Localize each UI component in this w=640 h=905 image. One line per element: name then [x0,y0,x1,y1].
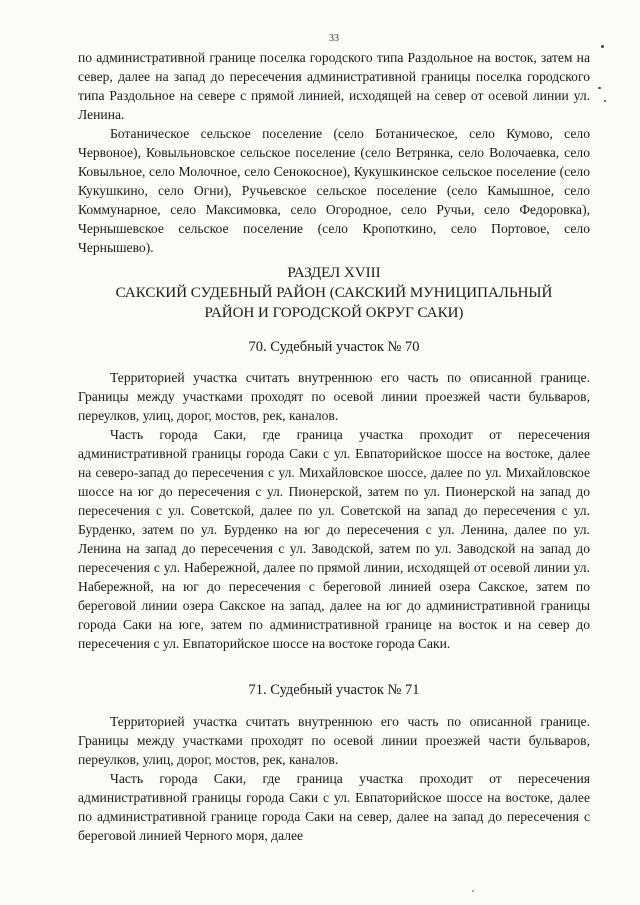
district-71-boundary-paragraph: Часть города Саки, где граница участка проходит от пересечения административной границы города Саки с ул. Евпаторийское шоссе на востоке, далее по административной границе города Саки на север, далее на запад до пересечения с береговой линией Черного моря, далее [78,771,590,843]
scan-speck [604,100,606,102]
paragraph-settlements-list: Ботаническое сельское поселение (село Ботаническое, село Кумово, село Червоное), Ковыльновское сельское поселение (село Ветрянка, село Волочаевка, село Ковыльное, село Молочное, село Сенокосное), Кукушкинское сельское поселение (село Кукушкино, село Огни), Ручьевское сельское поселение (село Камышное, село Коммунарное, село Максимовка, село Огородное, село Ручьи, село Федоровка), Чернышевское сельское поселение (село Кропоткино, село Портовое, село Чернышево). [78,126,590,255]
scan-speck [472,890,474,892]
scan-speck [598,87,601,89]
district-71-territory-paragraph: Территорией участка считать внутреннюю его часть по описанной границе. Границы между участками проходят по осевой линии проезжей части бульваров, переулков, улиц, дорог, мостов, рек, каналов. [78,714,590,767]
paragraph-razdolnoe-boundary: по административной границе поселка городского типа Раздольное на восток, затем на север, далее на запад до пересечения административной границы поселка городского типа Раздольное на севере с прямой линией, исходящей на север от осевой линии ул. Ленина. [78,50,590,122]
page-number: 33 [329,33,339,44]
district-71-heading: 71. Судебный участок № 71 [248,682,420,698]
district-70-territory-paragraph: Территорией участка считать внутреннюю его часть по описанной границе. Границы между участками проходят по осевой линии проезжей части бульваров, переулков, улиц, дорог, мостов, рек, каналов. [78,370,590,423]
section-subtitle-line2: РАЙОН И ГОРОДСКОЙ ОКРУГ САКИ) [204,305,464,321]
district-70-heading: 70. Судебный участок № 70 [248,339,420,355]
section-title: РАЗДЕЛ XVIII [287,265,381,281]
section-subtitle-line1: САКСКИЙ СУДЕБНЫЙ РАЙОН (САКСКИЙ МУНИЦИПАЛЬНЫЙ [115,285,553,301]
scan-speck [601,45,604,48]
district-70-boundary-paragraph: Часть города Саки, где граница участка проходит от пересечения административной границы города Саки с ул. Евпаторийское шоссе на востоке, далее на северо-запад до пересечения с ул. Михайловское шоссе, далее по ул. Михайловское шоссе на юг до пересечения с ул. Пионерской, затем по ул. Пионерской на запад до пересечения с ул. Советской, далее по ул. Советской на запад до пересечения с ул. Бурденко, затем по ул. Бурденко на юг до пересечения с ул. Ленина, далее по ул. Ленина на запад до пересечения с ул. Заводской, затем по ул. Заводской на запад до пересечения с ул. Набережной, далее по прямой линии, исходящей от осевой линии ул. Набережной, на юг до пересечения с береговой линией озера Сакское, затем по береговой линии озера Сакское на запад, далее на юг до административной границы города Саки на юге, затем по административной границе на восток и на север до пересечения с ул. Евпаторийское шоссе на востоке города Саки. [78,427,590,651]
